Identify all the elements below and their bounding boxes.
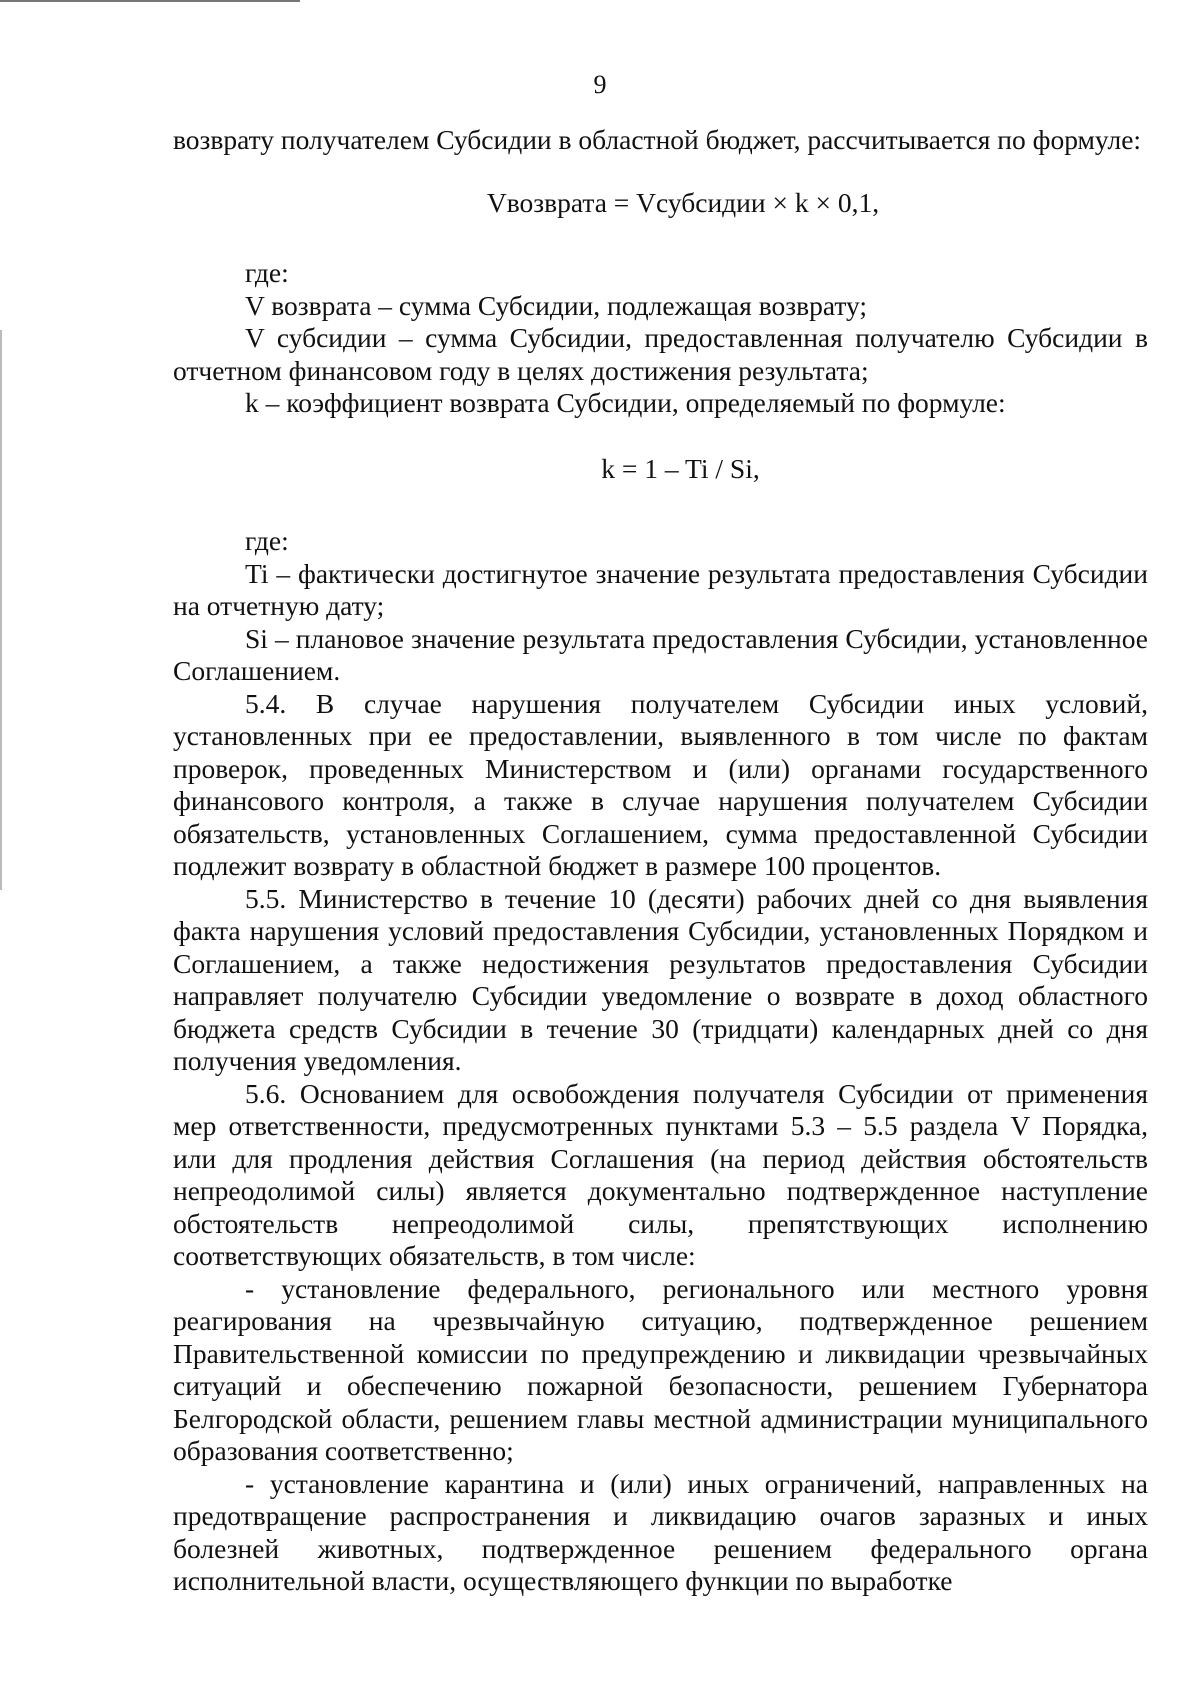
- paragraph-5-5: 5.5. Министерство в течение 10 (десяти) рабочих дней со дня выявления факта нарушения условий предоставления Субсидии, установленных Порядком и Соглашением, а также недостижения результатов предоставления Субсидии направляет получателю Субсидии уведомление о возврате в доход областного бюджета средств Субсидии в течение 30 (тридцати) календарных дней со дня получения уведомления.: [173, 882, 1148, 1076]
- document-body: [173, 124, 1148, 1598]
- formula-coefficient: k = 1 – Ti / Si,: [601, 452, 760, 484]
- scan-edge-left: [0, 330, 2, 890]
- paragraph-5-4: 5.4. В случае нарушения получателем Субсидии иных условий, установленных при ее предоставлении, выявленного в том числе по фактам проверок, проведенных Министерством и (или) органами государственного финансового контроля, а также в случае нарушения получателем Субсидии обязательств, установленных Соглашением, сумма предоставленной Субсидии подлежит возврату в областной бюджет в размере 100 процентов.: [173, 687, 1148, 881]
- formula-return-volume: Vвозврата = Vсубсидии × k × 0,1,: [486, 186, 880, 218]
- paragraph-5-6: 5.6. Основанием для освобождения получателя Субсидии от применения мер ответственности, предусмотренных пунктами 5.3 – 5.5 раздела V Порядка, или для продления действия Соглашения (на период действия обстоятельств непреодолимой силы) является документально подтвержденное наступление обстоятельств непреодолимой силы, препятствующих исполнению соответствующих обязательств, в том числе:: [173, 1077, 1148, 1271]
- where-label: где:: [245, 257, 289, 288]
- where-label-2: где:: [245, 525, 289, 556]
- definition-v-subsidy: V субсидии – сумма Субсидии, предоставленная получателю Субсидии в отчетном финансовом году в целях достижения результата;: [173, 322, 1148, 386]
- scan-edge-top: [0, 0, 300, 2]
- page-number: 9: [593, 70, 607, 99]
- definition-si: Si – плановое значение результата предоставления Субсидии, установленное Соглашением.: [173, 622, 1148, 686]
- list-item-emergency: - установление федерального, регионального или местного уровня реагирования на чрезвычайную ситуацию, подтвержденное решением Правительственной комиссии по предупреждению и ликвидации чрезвычайных ситуаций и обеспечению пожарной безопасности, решением Губернатора Белгородской области, решением главы местной администрации муниципального образования соответственно;: [173, 1272, 1148, 1466]
- definition-ti: Ti – фактически достигнутое значение результата предоставления Субсидии на отчетную дату;: [173, 557, 1148, 621]
- paragraph-intro: возврату получателем Субсидии в областной бюджет, рассчитывается по формуле:: [173, 124, 1142, 155]
- list-item-quarantine: - установление карантина и (или) иных ограничений, направленных на предотвращение распространения и ликвидацию очагов заразных и иных болезней животных, подтвержденное решением федерального органа исполнительной власти, осуществляющего функции по выработке: [173, 1467, 1148, 1596]
- definition-k: k – коэффициент возврата Субсидии, определяемый по формуле:: [245, 387, 1006, 418]
- definition-v-return: V возврата – сумма Субсидии, подлежащая возврату;: [245, 289, 868, 321]
